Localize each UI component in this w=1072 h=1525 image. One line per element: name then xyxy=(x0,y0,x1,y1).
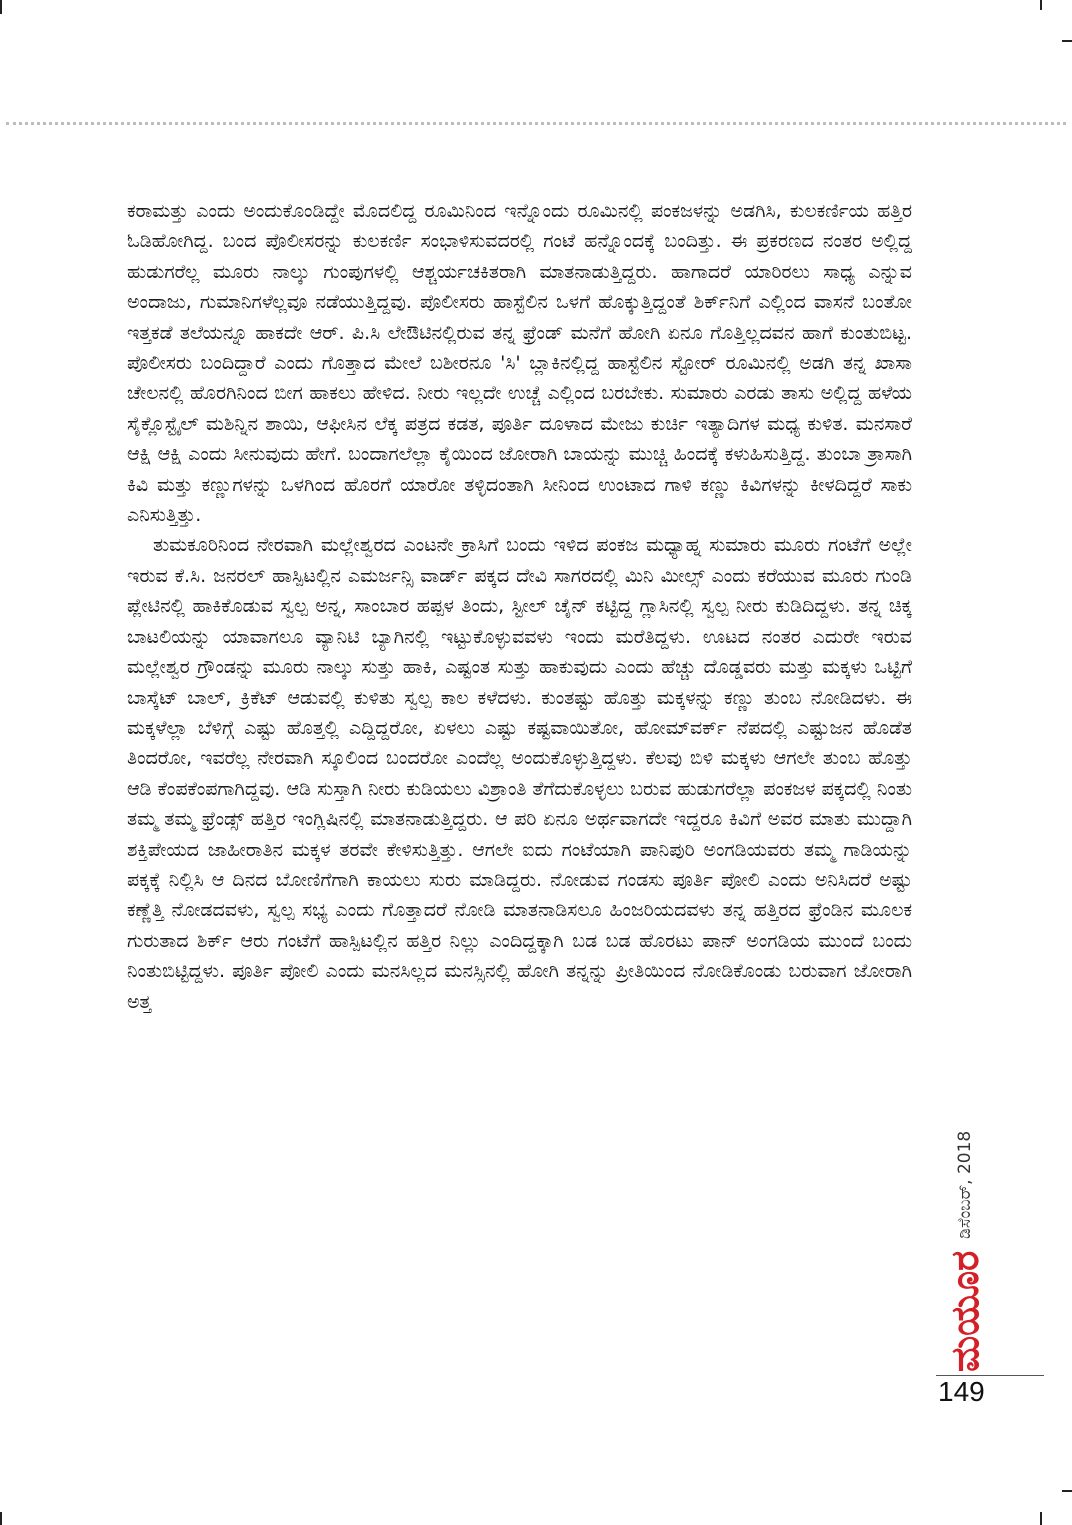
issue-date: ಡಿಸೆಂಬರ್, 2018 xyxy=(955,1130,975,1239)
page-number: 149 xyxy=(938,1376,985,1407)
crop-mark-bottom-right xyxy=(1040,1512,1042,1525)
crop-mark-top-right xyxy=(1040,0,1042,10)
crop-mark-right-bottom xyxy=(1062,1490,1072,1492)
header-dotted-rule xyxy=(6,122,1066,125)
magazine-name: ಮಯೂರ xyxy=(943,1250,987,1372)
article-paragraph-2: ತುಮಕೂರಿನಿಂದ ನೇರವಾಗಿ ಮಲ್ಲೇಶ್ವರದ ಎಂಟನೇ ಕ್ರಾಸಿಗೆ ಬಂದು ಇಳಿದ ಪಂಕಜ ಮಧ್ಯಾಹ್ನ ಸುಮಾರು ಮೂರು ಗಂಟೆಗೆ ಅಲ್ಲೇ ಇರುವ ಕೆ.ಸಿ. ಜನರಲ್ ಹಾಸ್ಪಿಟಲ್ಲಿನ ಎಮರ್ಜನ್ಸಿ ವಾರ್ಡ್ ಪಕ್ಕದ ದೇವಿ ಸಾಗರದಲ್ಲಿ ಮಿನಿ ಮೀಲ್ಸ್ ಎಂದು ಕರೆಯುವ ಮೂರು ಗುಂಡಿ ಪ್ಲೇಟಿನಲ್ಲಿ ಹಾಕಿಕೊಡುವ ಸ್ವಲ್ಪ ಅನ್ನ, ಸಾಂಬಾರ ಹಪ್ಪಳ ತಿಂದು, ಸ್ಟೀಲ್ ಚೈನ್ ಕಟ್ಟಿದ್ದ ಗ್ಲಾಸಿನಲ್ಲಿ ಸ್ವಲ್ಪ ನೀರು ಕುಡಿದಿದ್ದಳು. ತನ್ನ ಚಿಕ್ಕ ಬಾಟಲಿಯನ್ನು ಯಾವಾಗಲೂ ವ್ಯಾನಿಟಿ ಬ್ಯಾಗಿನಲ್ಲಿ ಇಟ್ಟುಕೊಳ್ಳುವವಳು ಇಂದು ಮರೆತಿದ್ದಳು. ಊಟದ ನಂತರ ಎದುರೇ ಇರುವ ಮಲ್ಲೇಶ್ವರ ಗ್ರೌಂಡನ್ನು ಮೂರು ನಾಲ್ಕು ಸುತ್ತು ಹಾಕಿ, ಎಷ್ಟಂತ ಸುತ್ತು ಹಾಕುವುದು ಎಂದು ಹೆಚ್ಚು ದೊಡ್ಡವರು ಮತ್ತು ಮಕ್ಕಳು ಒಟ್ಟಿಗೆ ಬಾಸ್ಕೆಟ್ ಬಾಲ್, ಕ್ರಿಕೆಟ್ ಆಡುವಲ್ಲಿ ಕುಳಿತು ಸ್ವಲ್ಪ ಕಾಲ ಕಳೆದಳು. ಕುಂತಷ್ಟು ಹೊತ್ತು ಮಕ್ಕಳನ್ನು ಕಣ್ಣು ತುಂಬ ನೋಡಿದಳು. ಈ ಮಕ್ಕಳೆಲ್ಲಾ ಬೆಳಿಗ್ಗೆ ಎಷ್ಟು ಹೊತ್ತಲ್ಲಿ ಎದ್ದಿದ್ದರೋ, ಏಳಲು ಎಷ್ಟು ಕಷ್ಟವಾಯಿತೋ, ಹೋಮ್‌ವರ್ಕ್ ನೆಪದಲ್ಲಿ ಎಷ್ಟುಜನ ಹೊಡೆತ ತಿಂದರೋ, ಇವರೆಲ್ಲ ನೇರವಾಗಿ ಸ್ಕೂಲಿಂದ ಬಂದರೋ ಎಂದೆಲ್ಲ ಅಂದುಕೊಳ್ಳುತ್ತಿದ್ದಳು. ಕೆಲವು ಬಿಳಿ ಮಕ್ಕಳು ಆಗಲೇ ತುಂಬ ಹೊತ್ತು ಆಡಿ ಕೆಂಪಕೆಂಪಗಾಗಿದ್ದವು. ಆಡಿ ಸುಸ್ತಾಗಿ ನೀರು ಕುಡಿಯಲು ವಿಶ್ರಾಂತಿ ತೆಗೆದುಕೊಳ್ಳಲು ಬರುವ ಹುಡುಗರೆಲ್ಲಾ ಪಂಕಜಳ ಪಕ್ಕದಲ್ಲಿ ನಿಂತು ತಮ್ಮ ತಮ್ಮ ಫ್ರೆಂಡ್ಸ್ ಹತ್ತಿರ ಇಂಗ್ಲಿಷಿನಲ್ಲಿ ಮಾತನಾಡುತ್ತಿದ್ದರು. ಆ ಪರಿ ಏನೂ ಅರ್ಥವಾಗದೇ ಇದ್ದರೂ ಕಿವಿಗೆ ಅವರ ಮಾತು ಮುದ್ದಾಗಿ ಶಕ್ತಿಪೇಯದ ಜಾಹೀರಾತಿನ ಮಕ್ಕಳ ತರವೇ ಕೇಳಿಸುತ್ತಿತ್ತು. ಆಗಲೇ ಐದು ಗಂಟೆಯಾಗಿ ಪಾನಿಪುರಿ ಅಂಗಡಿಯವರು ತಮ್ಮ ಗಾಡಿಯನ್ನು ಪಕ್ಕಕ್ಕೆ ನಿಲ್ಲಿಸಿ ಆ ದಿನದ ಬೋಣಿಗೆಗಾಗಿ ಕಾಯಲು ಸುರು ಮಾಡಿದ್ದರು. ನೋಡುವ ಗಂಡಸು ಪೂರ್ತಿ ಪೋಲಿ ಎಂದು ಅನಿಸಿದರೆ ಅಷ್ಟು ಕಣ್ಣೆತ್ತಿ ನೋಡದವಳು, ಸ್ವಲ್ಪ ಸಭ್ಯ ಎಂದು ಗೊತ್ತಾದರೆ ನೋಡಿ ಮಾತನಾಡಿಸಲೂ ಹಿಂಜರಿಯದವಳು ತನ್ನ ಹತ್ತಿರದ ಫ್ರೆಂಡಿನ ಮೂಲಕ ಗುರುತಾದ ಶಿರ್ಕ್ ಆರು ಗಂಟೆಗೆ ಹಾಸ್ಪಿಟಲ್ಲಿನ ಹತ್ತಿರ ನಿಲ್ಲು ಎಂದಿದ್ದಕ್ಕಾಗಿ ಬಡ ಬಡ ಹೊರಟು ಪಾನ್ ಅಂಗಡಿಯ ಮುಂದೆ ಬಂದು ನಿಂತುಬಿಟ್ಟಿದ್ದಳು. ಪೂರ್ತಿ ಪೋಲಿ ಎಂದು ಮನಸಿಲ್ಲದ ಮನಸ್ಸಿನಲ್ಲಿ ಹೋಗಿ ತನ್ನನ್ನು ಪ್ರೀತಿಯಿಂದ ನೋಡಿಕೊಂಡು ಬರುವಾಗ ಜೋರಾಗಿ ಅತ್ತ xyxy=(127,534,912,1013)
magazine-masthead-vertical xyxy=(925,1082,987,1372)
article-paragraph-1: ಕರಾಮತ್ತು ಎಂದು ಅಂದುಕೊಂಡಿದ್ದೇ ಮೊದಲಿದ್ದ ರೂಮಿನಿಂದ ಇನ್ನೊಂದು ರೂಮಿನಲ್ಲಿ ಪಂಕಜಳನ್ನು ಅಡಗಿಸಿ, ಕುಲಕರ್ಣಿಯ ಹತ್ತಿರ ಓಡಿಹೋಗಿದ್ದ. ಬಂದ ಪೊಲೀಸರನ್ನು ಕುಲಕರ್ಣಿ ಸಂಭಾಳಿಸುವದರಲ್ಲಿ ಗಂಟೆ ಹನ್ನೊಂದಕ್ಕೆ ಬಂದಿತ್ತು. ಈ ಪ್ರಕರಣದ ನಂತರ ಅಲ್ಲಿದ್ದ ಹುಡುಗರೆಲ್ಲ ಮೂರು ನಾಲ್ಕು ಗುಂಪುಗಳಲ್ಲಿ ಆಶ್ಚರ್ಯಚಕಿತರಾಗಿ ಮಾತನಾಡುತ್ತಿದ್ದರು. ಹಾಗಾದರೆ ಯಾರಿರಲು ಸಾಧ್ಯ ಎನ್ನುವ ಅಂದಾಜು, ಗುಮಾನಿಗಳೆಲ್ಲವೂ ನಡೆಯುತ್ತಿದ್ದವು. ಪೊಲೀಸರು ಹಾಸ್ಟೆಲಿನ ಒಳಗೆ ಹೊಕ್ಕುತ್ತಿದ್ದಂತೆ ಶಿರ್ಕ್‌ನಿಗೆ ಎಲ್ಲಿಂದ ವಾಸನೆ ಬಂತೋ ಇತ್ತಕಡೆ ತಲೆಯನ್ನೂ ಹಾಕದೇ ಆರ್. ಪಿ.ಸಿ ಲೇಔಟಿನಲ್ಲಿರುವ ತನ್ನ ಫ್ರೆಂಡ್ ಮನೆಗೆ ಹೋಗಿ ಏನೂ ಗೊತ್ತಿಲ್ಲದವನ ಹಾಗೆ ಕುಂತುಬಿಟ್ಟ. ಪೊಲೀಸರು ಬಂದಿದ್ದಾರೆ ಎಂದು ಗೊತ್ತಾದ ಮೇಲೆ ಬಶೀರನೂ 'ಸಿ' ಬ್ಲಾಕಿನಲ್ಲಿದ್ದ ಹಾಸ್ಟೆಲಿನ ಸ್ಟೋರ್ ರೂಮಿನಲ್ಲಿ ಅಡಗಿ ತನ್ನ ಖಾಸಾ ಚೇಲನಲ್ಲಿ ಹೊರಗಿನಿಂದ ಬೀಗ ಹಾಕಲು ಹೇಳಿದ. ನೀರು ಇಲ್ಲದೇ ಉಚ್ಚೆ ಎಲ್ಲಿಂದ ಬರಬೇಕು. ಸುಮಾರು ಎರಡು ತಾಸು ಅಲ್ಲಿದ್ದ ಹಳೆಯ ಸೈಕ್ಲೊಸ್ಟೈಲ್ ಮಶಿನ್ನಿನ ಶಾಯಿ, ಆಫೀಸಿನ ಲೆಕ್ಕ ಪತ್ರದ ಕಡತ, ಪೂರ್ತಿ ದೂಳಾದ ಮೇಜು ಕುರ್ಚಿ ಇತ್ಯಾದಿಗಳ ಮಧ್ಯ ಕುಳಿತ. ಮನಸಾರೆ ಆಕ್ಷಿ ಆಕ್ಷಿ ಎಂದು ಸೀನುವುದು ಹೇಗೆ. ಬಂದಾಗಲೆಲ್ಲಾ ಕೈಯಿಂದ ಜೋರಾಗಿ ಬಾಯನ್ನು ಮುಚ್ಚಿ ಹಿಂದಕ್ಕೆ ಕಳುಹಿಸುತ್ತಿದ್ದ. ತುಂಬಾ ತ್ರಾಸಾಗಿ ಕಿವಿ ಮತ್ತು ಕಣ್ಣುಗಳನ್ನು ಒಳಗಿಂದ ಹೊರಗೆ ಯಾರೋ ತಳ್ಳಿದಂತಾಗಿ ಸೀನಿಂದ ಉಂಟಾದ ಗಾಳಿ ಕಣ್ಣು ಕಿವಿಗಳನ್ನು ಕೀಳದಿದ್ದರೆ ಸಾಕು ಎನಿಸುತ್ತಿತ್ತು. xyxy=(127,200,912,527)
crop-mark-bottom-left xyxy=(0,1512,2,1525)
article-body xyxy=(127,196,912,1017)
crop-mark-right-top xyxy=(1062,40,1072,42)
crop-mark-top-left xyxy=(0,0,2,14)
